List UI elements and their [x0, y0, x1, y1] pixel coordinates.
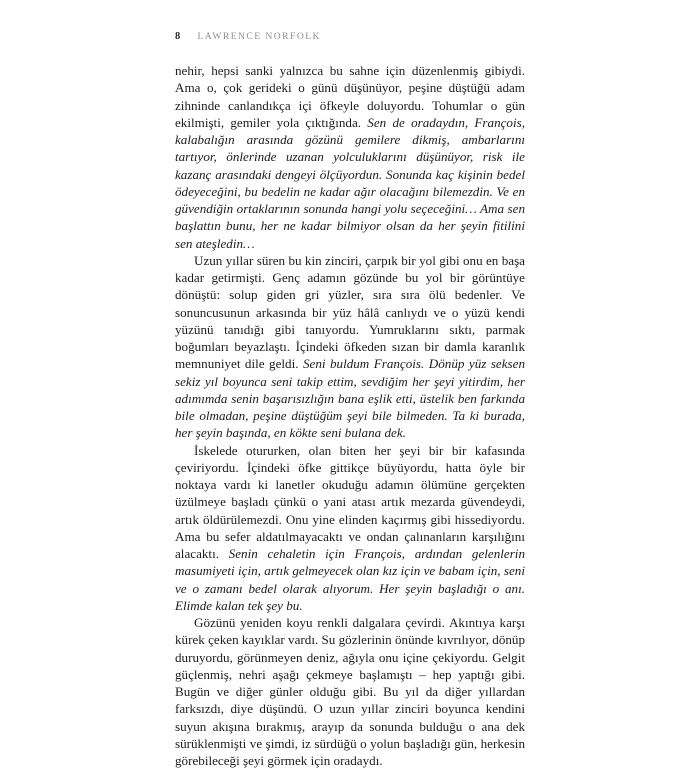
running-head-title: LAWRENCE NORFOLK	[197, 31, 321, 42]
paragraph	[175, 614, 525, 769]
page-number: 8	[175, 31, 181, 42]
roman-run: Gözünü yeniden koyu renkli dalgalara çevirdi. Akıntıya karşı kürek çeken kayıklar vardı. Su gözlerinin önünde kıvrılıyor, dönüp duruyordu, görünmeyen deniz, ağıyla onu içine çekiyordu. Gelgit güçlenmiş, nehri aşağı çekmeye başlamıştı – hep yaptığı gibi. Bugün ve diğer günler olduğu gibi. Bu yıl da diğer yıllardan farksızdı, diye düşündü. O uzun yıllar zinciri boyunca kendini suyun akışına bırakmış, arayıp da sonunda bulduğu o ana dek sürüklenmişti ve şimdi, iz sürdüğü o yolun başladığı gün, herkesin görebileceği şeyi görmek için oradaydı.	[175, 615, 526, 768]
paragraph	[175, 252, 525, 442]
paragraph	[175, 442, 525, 615]
running-head	[175, 31, 524, 42]
italic-run: Seni buldum François. Dönüp yüz seksen sekiz yıl boyunca seni takip ettim, sevdiğim her şeyi yitirdim, her adımımda senin başarısızlığın bana eşlik etti, üstelik ben farkında bile olmadan, peşine düştüğüm şeyi bile bilmeden. Ta ki burada, her şeyin başında, en kökte seni bulana dek.	[175, 356, 525, 441]
roman-run: nehir, hepsi sanki yalnızca bu sahne için düzenlenmiş gibiydi. Ama o, çok gerideki o günü düşünüyor, peşine düştüğü adam zihninde canlandıkça içi öfkeyle doluyordu. Tohumlar o gün ekilmişti, gemiler yola çıktığında.	[175, 63, 525, 130]
paragraph	[175, 62, 525, 252]
italic-run: Sen de oradaydın, François, kalabalığın arasında gözünü gemilere dikmiş, ambarlarını tartıyor, önlerinde uzanan yolculuklarını düşünüyor, risk ile kazanç arasındaki dengeyi ölçüyordun. Sonunda kaç kişinin bedel ödeyeceğini, bu bedelin ne kadar ağır olacağını bilemezdin. Ve en güvendiğin ortaklarının sonunda hangi yolu seçeceğini… Ama sen başlattın bunu, her ne kadar bilmiyor olsan da her şeyin fitilini sen ateşledin…	[175, 114, 525, 251]
body-text-block	[175, 62, 525, 769]
roman-run: İskelede otururken, olan biten her şeyi bir bir kafasında çeviriyordu. İçindeki öfke gittikçe büyüyordu, hatta öyle bir noktaya vardı ki lanetler okuduğu adamın ölümüne gerçekten üzülmeye başladı çünkü o yani atası artık mezarda güvendeydi, artık öldürülemezdi. Onu yine elinden kaçırmış gibi hissediyordu. Ama bu sefer aldatılmayacaktı ve ondan çalınanların karşılığını alacaktı.	[175, 442, 525, 561]
italic-run: Senin cehaletin için François, ardından gelenlerin masumiyeti için, artık gelmeyecek olan kız için ve babam için, seni ve o zamanı bedel olarak alıyorum. Her şeyin başladığı o anı. Elimde kalan tek şey bu.	[175, 546, 525, 613]
roman-run: Uzun yıllar süren bu kin zinciri, çarpık bir yol gibi onu en başa kadar getirmişti. Genç adamın gözünde bu yol bir görüntüye dönüştü: solup giden gri yüzler, sıra sıra ölü bedenler. Ve sonuncusunun arkasında bir yüz hâlâ canlıydı ve o yüzü kendi yüzünü tanıdığı gibi tanıyordu. Yumruklarını sıktı, parmak boğumları beyazlaştı. İçindeki öfkeden sızan bir damla karanlık memnuniyet dile geldi.	[175, 252, 525, 372]
